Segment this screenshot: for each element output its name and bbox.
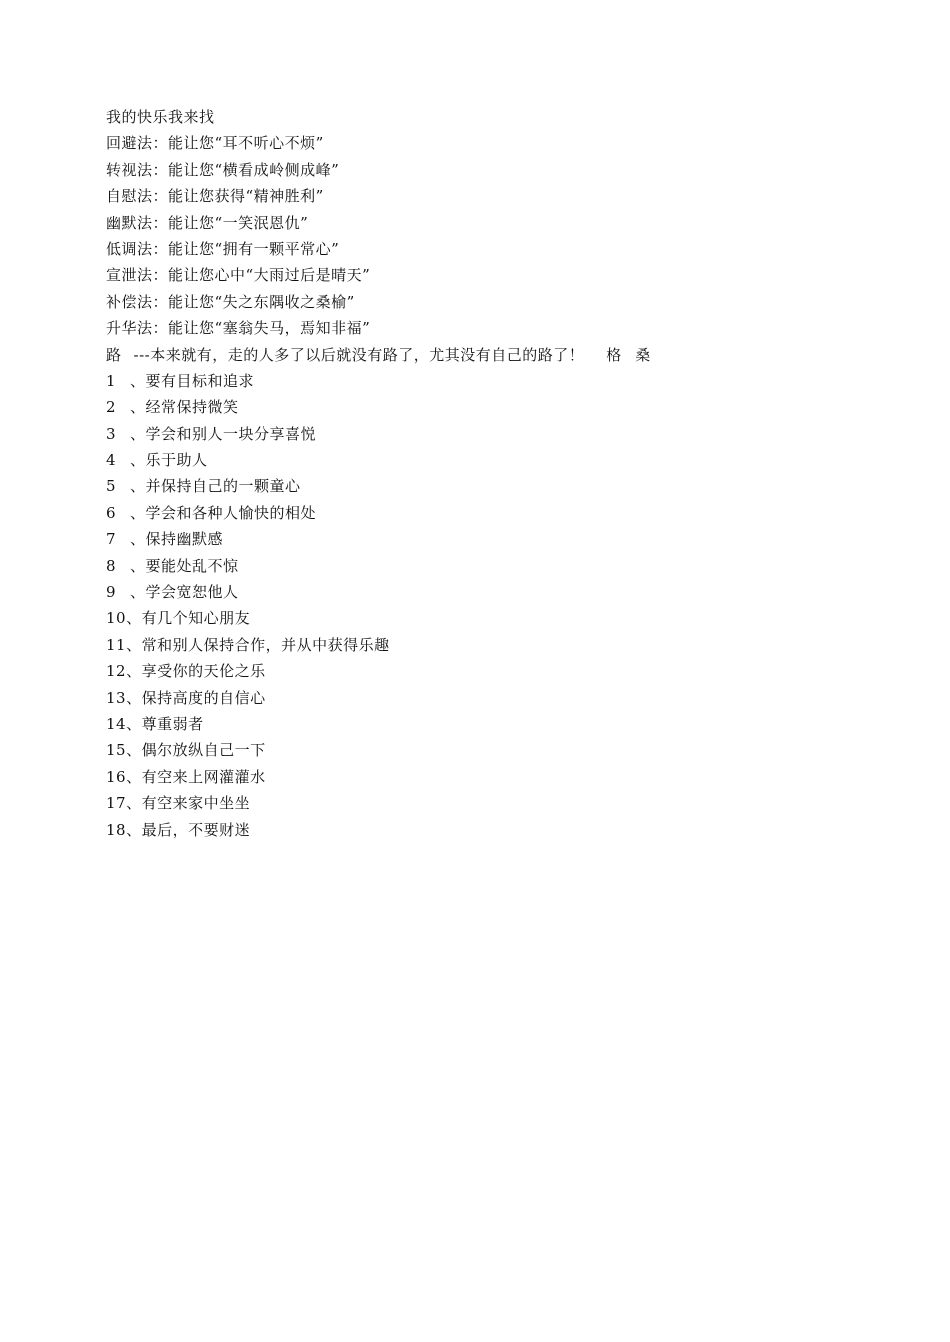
tip-item bbox=[106, 764, 866, 790]
document-title: 我的快乐我来找 bbox=[106, 108, 215, 126]
tip-text: 、要能处乱不惊 bbox=[130, 556, 239, 575]
tip-number: 7 bbox=[106, 530, 117, 549]
tip-text: 、乐于助人 bbox=[130, 451, 208, 470]
tip-text: 、学会和各种人愉快的相处 bbox=[130, 503, 317, 522]
tips-list bbox=[106, 368, 866, 843]
tip-item bbox=[106, 394, 866, 420]
document-page bbox=[106, 104, 866, 843]
tip-text: 、保持幽默感 bbox=[130, 530, 224, 549]
tip-number: 6 bbox=[106, 503, 117, 522]
tip-item bbox=[106, 447, 866, 473]
tip-item bbox=[106, 817, 866, 843]
tip-item bbox=[106, 500, 866, 526]
tip-text: 、学会宽恕他人 bbox=[130, 583, 239, 602]
tip-number: 18 bbox=[106, 820, 127, 839]
tip-number: 12 bbox=[106, 662, 127, 681]
tip-text: 、尊重弱者 bbox=[126, 714, 204, 733]
method-item: 转视法：能让您“横看成岭侧成峰” bbox=[106, 160, 340, 179]
quote-author: 格桑 bbox=[606, 345, 665, 364]
method-item: 低调法：能让您“拥有一颗平常心” bbox=[106, 239, 340, 258]
tip-text: 、学会和别人一块分享喜悦 bbox=[130, 424, 317, 443]
tip-number: 15 bbox=[106, 741, 127, 760]
tip-item bbox=[106, 526, 866, 552]
tip-item bbox=[106, 790, 866, 816]
tip-item bbox=[106, 658, 866, 684]
tip-number: 3 bbox=[106, 424, 117, 443]
tip-number: 2 bbox=[106, 398, 117, 417]
quote-text: ---本来就有，走的人多了以后就没有路了，尤其没有自己的路了！ bbox=[133, 345, 585, 364]
method-item: 升华法：能让您“塞翁失马，焉知非福” bbox=[106, 319, 371, 338]
tip-text: 、保持高度的自信心 bbox=[126, 688, 266, 707]
tip-number: 5 bbox=[106, 477, 117, 496]
tip-number: 17 bbox=[106, 794, 127, 813]
tip-item bbox=[106, 605, 866, 631]
tip-item bbox=[106, 421, 866, 447]
quote-line bbox=[106, 342, 866, 368]
method-item: 宣泄法：能让您心中“大雨过后是晴天” bbox=[106, 266, 371, 285]
tip-item bbox=[106, 632, 866, 658]
tip-text: 、有空来家中坐坐 bbox=[126, 794, 251, 813]
methods-list bbox=[106, 130, 866, 341]
method-item: 补偿法：能让您“失之东隅收之桑榆” bbox=[106, 292, 355, 311]
method-item: 回避法：能让您“耳不听心不烦” bbox=[106, 134, 324, 153]
tip-item bbox=[106, 711, 866, 737]
tip-item bbox=[106, 553, 866, 579]
tip-item bbox=[106, 579, 866, 605]
tip-item bbox=[106, 737, 866, 763]
tip-text: 、最后，不要财迷 bbox=[126, 820, 251, 839]
tip-text: 、要有目标和追求 bbox=[130, 371, 255, 390]
tip-number: 14 bbox=[106, 714, 127, 733]
method-item: 自慰法：能让您获得“精神胜利” bbox=[106, 187, 324, 206]
tip-text: 、经常保持微笑 bbox=[130, 398, 239, 417]
tip-number: 13 bbox=[106, 688, 127, 707]
tip-number: 4 bbox=[106, 451, 117, 470]
tip-number: 8 bbox=[106, 556, 117, 575]
quote-lead: 路 bbox=[106, 345, 122, 364]
tip-number: 9 bbox=[106, 583, 117, 602]
tip-item bbox=[106, 685, 866, 711]
tip-text: 、偶尔放纵自己一下 bbox=[126, 741, 266, 760]
tip-number: 10 bbox=[106, 609, 127, 628]
tip-text: 、并保持自己的一颗童心 bbox=[130, 477, 301, 496]
tip-text: 、享受你的天伦之乐 bbox=[126, 662, 266, 681]
tip-item bbox=[106, 368, 866, 394]
tip-number: 1 bbox=[106, 371, 117, 390]
tip-number: 16 bbox=[106, 767, 127, 786]
tip-number: 11 bbox=[106, 635, 127, 654]
tip-text: 、有几个知心朋友 bbox=[126, 609, 251, 628]
tip-item bbox=[106, 473, 866, 499]
tip-text: 、常和别人保持合作，并从中获得乐趣 bbox=[126, 635, 390, 654]
method-item: 幽默法：能让您“一笑泯恩仇” bbox=[106, 213, 309, 232]
tip-text: 、有空来上网灌灌水 bbox=[126, 767, 266, 786]
